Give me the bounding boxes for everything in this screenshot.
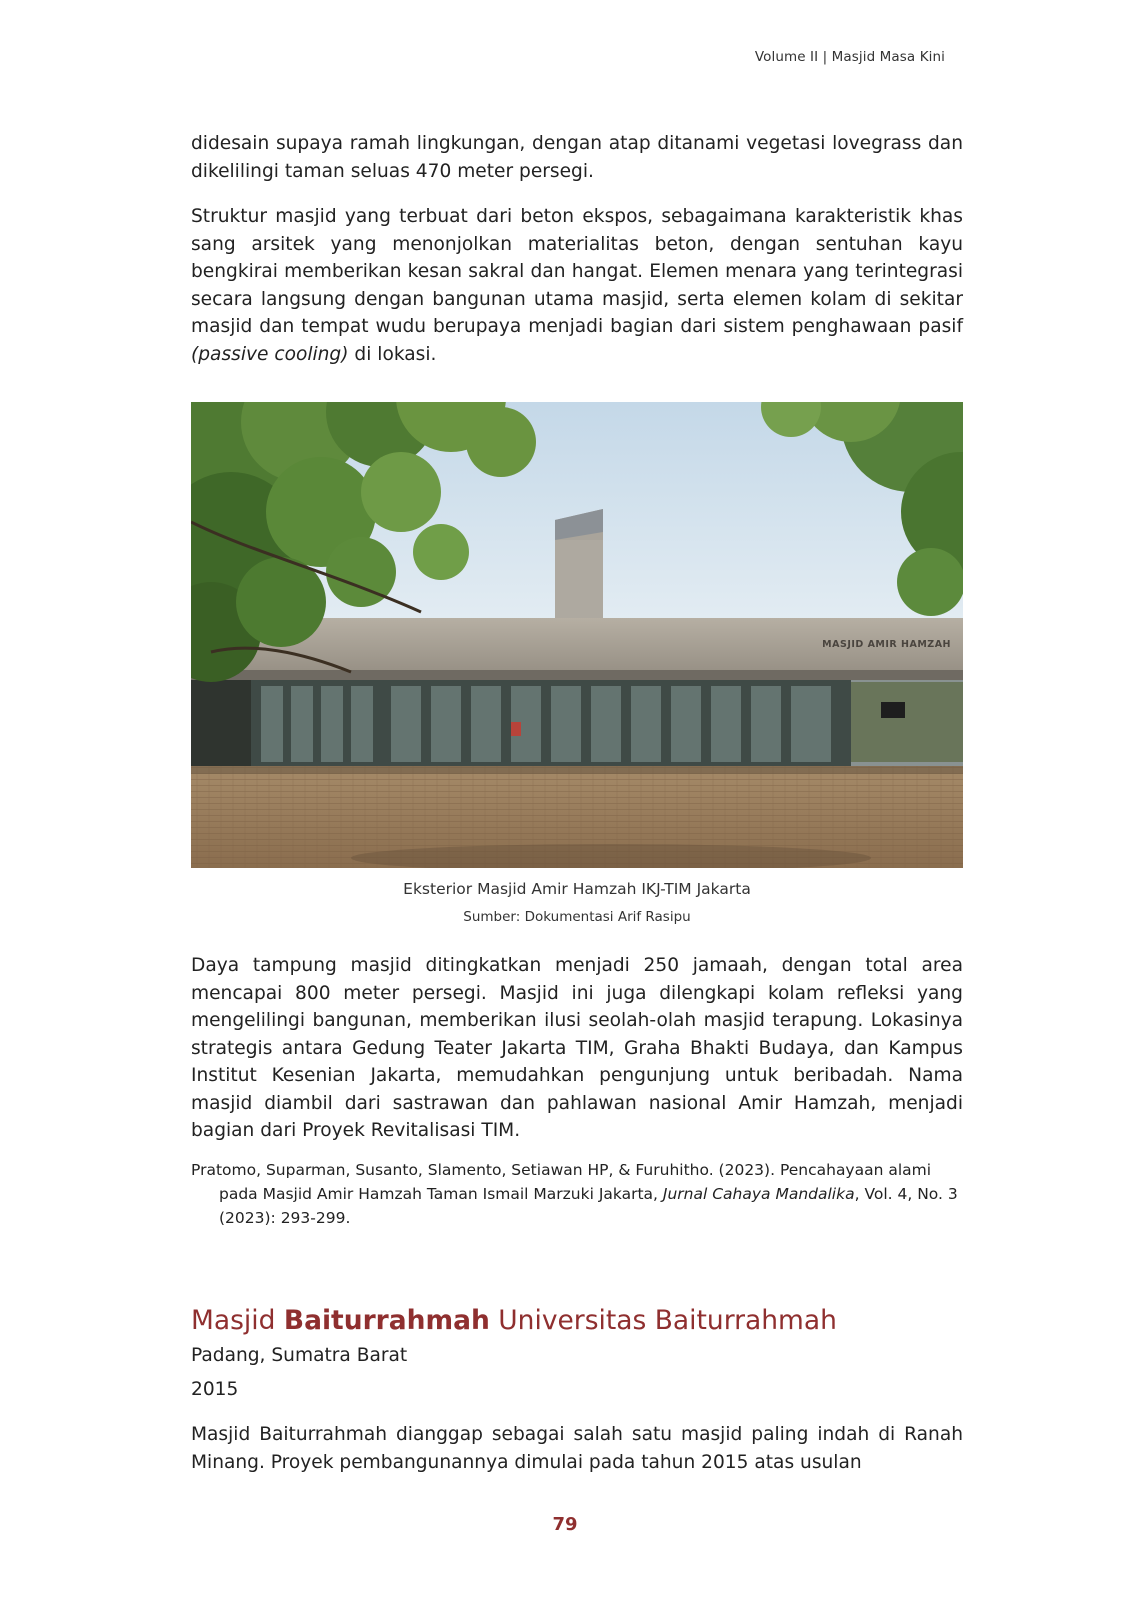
section-title-bold: Baiturrahmah	[283, 1305, 490, 1336]
paragraph-2-text-end: di lokasi.	[348, 343, 437, 365]
section-year: 2015	[191, 1379, 239, 1400]
paragraph-2-italic-term: (passive cooling)	[191, 343, 349, 365]
body-paragraph-1: didesain supaya ramah lingkungan, dengan atap ditanami vegetasi lovegrass dan dikelilingi taman seluas 470 meter persegi.	[191, 133, 963, 182]
reference-authors-title: Pratomo, Suparman, Susanto, Slamento, Setiawan HP, & Furuhitho. (2023). Pencahayaan alami pada Masjid Amir Hamzah Taman Ismail Marzuki Jakarta,	[191, 1161, 932, 1203]
reference-citation	[191, 1158, 963, 1230]
paragraph-2-text: Struktur masjid yang terbuat dari beton ekspos, sebagaimana karakteristik khas sang arsitek yang menonjolkan materialitas beton, dengan sentuhan kayu bengkirai memberikan kesan sakral dan hangat. Elemen menara yang terintegrasi secara langsung dengan bangunan utama masjid, serta elemen kolam di sekitar masjid dan tempat wudu berupaya menjadi bagian dari sistem penghawaan pasif	[191, 206, 963, 337]
figure-caption: Eksterior Masjid Amir Hamzah IKJ-TIM Jakarta	[403, 880, 751, 898]
page-number: 79	[552, 1514, 578, 1535]
section-title-suffix: Universitas Baiturrahmah	[489, 1305, 837, 1336]
body-paragraph-3: Daya tampung masjid ditingkatkan menjadi 250 jamaah, dengan total area mencapai 800 meter persegi. Masjid ini juga dilengkapi kolam refleksi yang mengelilingi bangunan, memberikan ilusi seolah-olah masjid terapung. Lokasinya strategis antara Gedung Teater Jakarta TIM, Graha Bhakti Budaya, dan Kampus Institut Kesenian Jakarta, memudahkan pengunjung untuk beribadah. Nama masjid diambil dari sastrawan dan pahlawan nasional Amir Hamzah, menjadi bagian dari Proyek Revitalisasi TIM.	[191, 955, 963, 1141]
section-location: Padang, Sumatra Barat	[191, 1345, 408, 1366]
figure-source: Sumber: Dokumentasi Arif Rasipu	[463, 909, 691, 925]
section-title	[191, 1305, 963, 1336]
body-paragraph-2	[191, 203, 963, 368]
minaret-tower	[555, 509, 603, 630]
running-header: Volume II | Masjid Masa Kini	[754, 49, 945, 65]
facade-lettering: MASJID AMIR HAMZAH	[822, 639, 951, 650]
section-title-prefix: Masjid	[191, 1305, 284, 1336]
body-paragraph-4: Masjid Baiturrahmah dianggap sebagai salah satu masjid paling indah di Ranah Minang. Proyek pembangunannya dimulai pada tahun 2015 atas usulan	[191, 1424, 963, 1473]
reference-volume: , Vol. 4, No. 3 (2023): 293-299.	[219, 1185, 958, 1227]
mosque-exterior-photo	[191, 402, 963, 868]
reference-journal: Jurnal Cahaya Mandalika	[662, 1185, 855, 1203]
